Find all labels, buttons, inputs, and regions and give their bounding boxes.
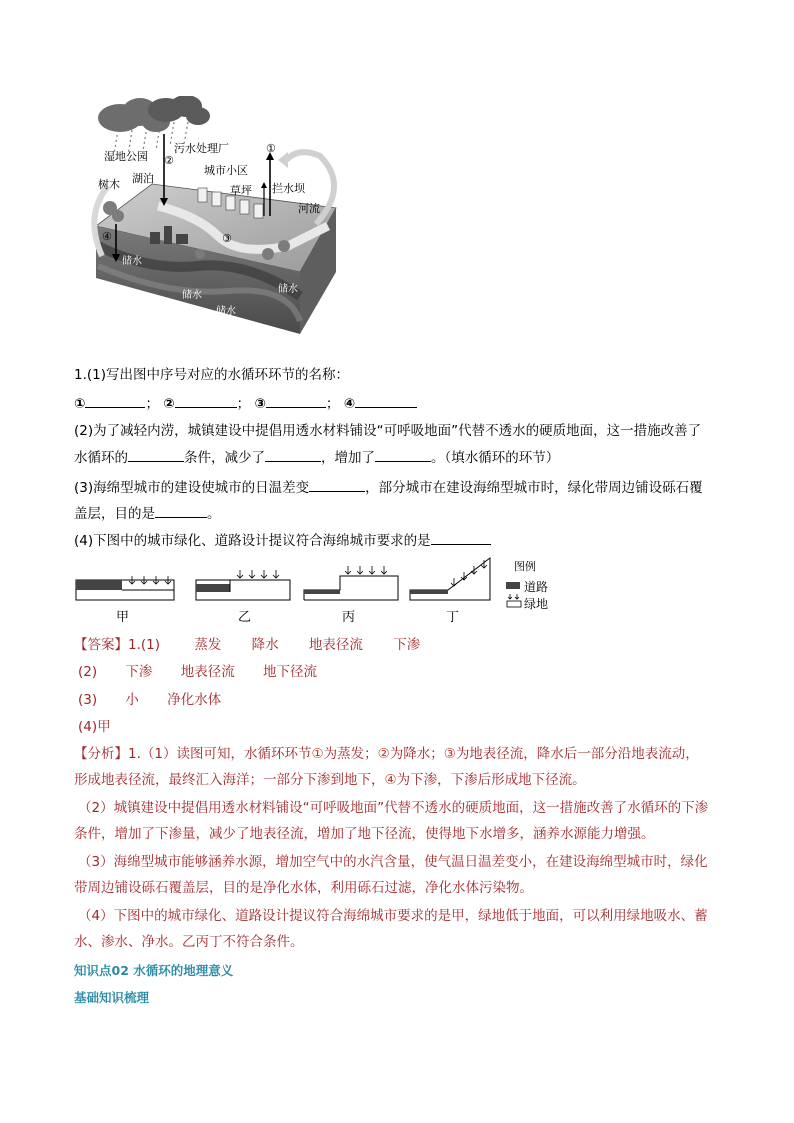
answer-blank-3[interactable] — [266, 393, 326, 408]
legend-green-label: 绿地 — [524, 597, 549, 611]
label-city: 城市小区 — [204, 164, 248, 177]
panel-bing — [304, 566, 398, 600]
question-3-line-1: (3)海绵型城市的建设使城市的日温差变 ，部分城市在建设海绵型城市时，绿化带周边铺设砾石覆 — [74, 477, 703, 498]
blank-label-4: ④ — [343, 396, 356, 412]
blank-label-1: ① — [74, 396, 86, 412]
panel-jia — [76, 576, 174, 600]
label-n2: ② — [164, 154, 174, 167]
panel-label-jia: 甲 — [116, 610, 130, 625]
label-n1: ① — [266, 142, 276, 155]
label-grass: 草坪 — [230, 184, 252, 197]
legend-green-icon — [506, 594, 522, 608]
label-dam: 拦水坝 — [272, 182, 305, 195]
analysis-p3-line-1: （3）海绵型城市能够涵养水源，增加空气中的水汽含量，使气温日温差变小，在建设海绵型城市时，绿化 — [78, 854, 708, 870]
answer-line-3: (3) 小 净化水体 — [78, 692, 222, 708]
panel-yi — [196, 570, 290, 600]
answer-blank-2[interactable] — [175, 393, 237, 408]
analysis-p1-line-1: 【分析】1.（1）读图可知，水循环环节①为蒸发；②为降水；③为地表径流，降水后一部分沿地表流动， — [74, 746, 699, 762]
answer-blank-q4[interactable] — [431, 530, 491, 545]
analysis-p3-line-2: 带周边铺设砾石覆盖层，目的是净化水体，利用砾石过滤，净化水体污染物。 — [74, 880, 533, 896]
label-n4: ④ — [102, 230, 112, 243]
answer-blank-4[interactable] — [355, 393, 417, 408]
panel-label-bing: 丙 — [342, 610, 356, 625]
road-design-figure — [74, 556, 574, 626]
answer-blank-1[interactable] — [85, 393, 145, 408]
question-2-line-2: 水循环的 条件，减少了 ，增加了 。（填水循环的环节） — [74, 447, 559, 468]
answer-line-1: 【答案】1.(1) 蒸发 降水 地表径流 下渗 — [74, 637, 421, 653]
label-storage-4: 储水 — [278, 284, 298, 295]
panel-label-ding: 丁 — [446, 610, 460, 625]
label-lake: 湖泊 — [132, 172, 154, 185]
section-title: 知识点02 水循环的地理意义 — [74, 963, 234, 978]
label-wetland: 湿地公园 — [104, 150, 148, 163]
panel-ding — [410, 558, 490, 600]
question-4: (4)下图中的城市绿化、道路设计提议符合海绵城市要求的是 — [74, 530, 491, 551]
answer-line-2: (2) 下渗 地表径流 地下径流 — [78, 664, 318, 680]
analysis-p4-line-2: 水、渗水、净水。乙丙丁不符合条件。 — [74, 934, 304, 950]
answer-blank-q3-a[interactable] — [309, 477, 365, 492]
question-2-line-1: (2)为了减轻内涝，城镇建设中提倡用透水材料铺设“可呼吸地面”代替不透水的硬质地面，这一措施改善了 — [74, 423, 702, 439]
legend-title: 图例 — [514, 560, 536, 573]
water-cycle-illustration — [88, 96, 348, 356]
analysis-p1-line-2: 形成地表径流，最终汇入海洋；一部分下渗到地下，④为下渗，下渗后形成地下径流。 — [74, 772, 586, 788]
label-trees: 树木 — [98, 178, 120, 191]
panel-label-yi: 乙 — [238, 610, 252, 625]
section-subtitle: 基础知识梳理 — [74, 990, 150, 1005]
label-sewage: 污水处理厂 — [174, 142, 229, 155]
answer-blank-q2-c[interactable] — [375, 447, 431, 462]
label-n3: ③ — [222, 232, 232, 245]
blank-label-3: ③ — [254, 396, 266, 412]
legend-road-label: 道路 — [524, 580, 549, 594]
analysis-tag: 【分析】 — [74, 746, 128, 762]
analysis-p4-line-1: （4）下图中的城市绿化、道路设计提议符合海绵城市要求的是甲，绿地低于地面，可以利用绿地吸水、蓄 — [78, 908, 708, 924]
answer-tag: 【答案】 — [74, 637, 128, 653]
question-1-blanks: ① ； ② ； ③ ； ④ — [74, 393, 417, 414]
answer-line-4: (4)甲 — [78, 719, 111, 735]
answer-blank-q3-b[interactable] — [155, 503, 207, 518]
answer-blank-q2-b[interactable] — [265, 447, 321, 462]
analysis-p2-line-2: 条件，增加了下渗量，减少了地表径流，增加了地下径流，使得地下水增多，涵养水源能力增强。 — [74, 826, 655, 842]
label-river: 河流 — [298, 202, 320, 215]
analysis-p2-line-1: （2）城镇建设中提倡用透水材料铺设“可呼吸地面”代替不透水的硬质地面，这一措施改善了水循环的下渗 — [78, 800, 709, 816]
blank-label-2: ② — [163, 396, 175, 412]
question-1-intro: 1.(1)写出图中序号对应的水循环环节的名称： — [74, 367, 350, 383]
label-storage-1: 储水 — [122, 256, 142, 267]
label-storage-3: 储水 — [216, 306, 236, 317]
water-cycle-figure — [88, 96, 348, 356]
question-3-line-2: 盖层，目的是 。 — [74, 503, 221, 524]
road-design-panels — [74, 556, 514, 608]
label-storage-2: 储水 — [182, 290, 202, 301]
legend-road-swatch — [506, 582, 520, 589]
answer-blank-q2-a[interactable] — [128, 447, 184, 462]
